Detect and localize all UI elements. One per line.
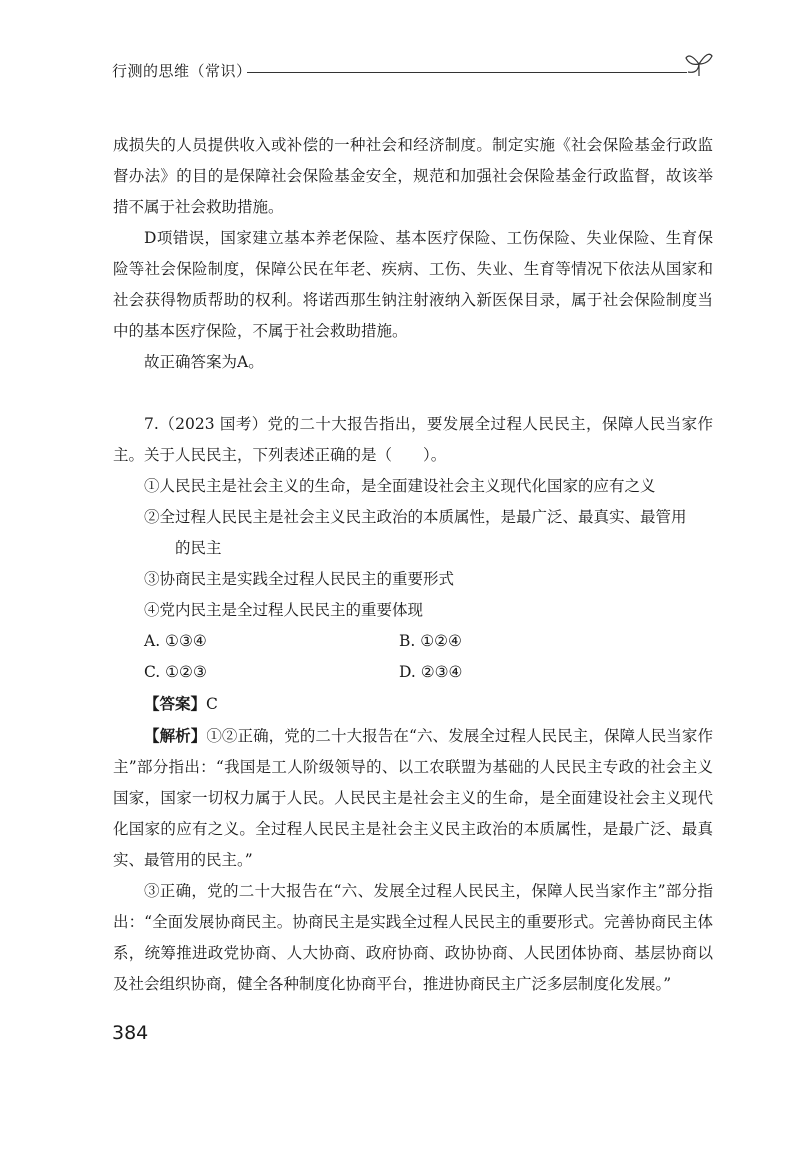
- choice-row: [113, 657, 713, 688]
- choice-a: A. ①③④: [144, 632, 207, 650]
- statement-item: ①人民民主是社会主义的生命，是全面建设社会主义现代化国家的应有之义: [144, 477, 656, 495]
- sprout-icon: [684, 48, 714, 80]
- option-d-explanation: D项错误，国家建立基本养老保险、基本医疗保险、工伤保险、失业保险、生育保险等社会保险制度，保障公民在年老、疾病、工伤、失业、生育等情况下依法从国家和社会获得物质帮助的权利。将诺西那生钠注射液纳入新医保目录，属于社会保险制度当中的基本医疗保险，不属于社会救助措施。: [113, 229, 713, 340]
- statement-item: ③协商民主是实践全过程人民民主的重要形式: [144, 570, 455, 588]
- statement-item: ②全过程人民民主是社会主义民主政治的本质属性，是最广泛、最真实、最管用: [144, 508, 687, 526]
- page-number: 384: [112, 1022, 149, 1044]
- choice-b: B. ①②④: [399, 632, 462, 650]
- answer-value: C: [206, 695, 218, 713]
- question-stem: 7.（2023 国考）党的二十大报告指出，要发展全过程人民民主，保障人民当家作主。关于人民民主，下列表述正确的是（ ）。: [113, 415, 713, 464]
- running-header-title: 行测的思维（常识）: [112, 62, 252, 80]
- answer-line: [113, 688, 713, 720]
- answer-label: 【答案】: [144, 694, 207, 713]
- choice-row: [113, 626, 713, 657]
- continuation-paragraph: 成损失的人员提供收入或补偿的一种社会和经济制度。制定实施《社会保险基金行政监督办法》的目的是保障社会保险基金安全，规范和加强社会保险基金行政监督，故该举措不属于社会救助措施。: [113, 136, 713, 216]
- analysis-label: 【解析】: [144, 726, 207, 745]
- statement-item-continued: 的民主: [175, 539, 222, 557]
- running-header: [112, 58, 712, 88]
- analysis-text: ①②正确，党的二十大报告在“六、发展全过程人民民主，保障人民当家作主”部分指出：“我国是工人阶级领导的、以工农联盟为基础的人民民主专政的社会主义国家，国家一切权力属于人民。人民民主是社会主义的生命，是全面建设社会主义现代化国家的应有之义。全过程人民民主是社会主义民主政治的本质属性，是最广泛、最真实、最管用的民主。”: [113, 727, 713, 869]
- analysis-paragraph-2: ③正确，党的二十大报告在“六、发展全过程人民民主，保障人民当家作主”部分指出：“全面发展协商民主。协商民主是实践全过程人民民主的重要形式。完善协商民主体系，统筹推进政党协商、人大协商、政府协商、政协协商、人民团体协商、基层协商以及社会组织协商，健全各种制度化协商平台，推进协商民主广泛多层制度化发展。”: [113, 882, 713, 993]
- previous-answer-line: 故正确答案为A。: [144, 353, 264, 371]
- page-body: [113, 130, 713, 1000]
- statement-item: ④党内民主是全过程人民民主的重要体现: [144, 601, 424, 619]
- choice-c: C. ①②③: [144, 663, 207, 681]
- header-rule: [247, 72, 687, 73]
- section-gap: [113, 378, 713, 409]
- choice-d: D. ②③④: [399, 663, 463, 681]
- analysis-paragraph: [113, 720, 713, 876]
